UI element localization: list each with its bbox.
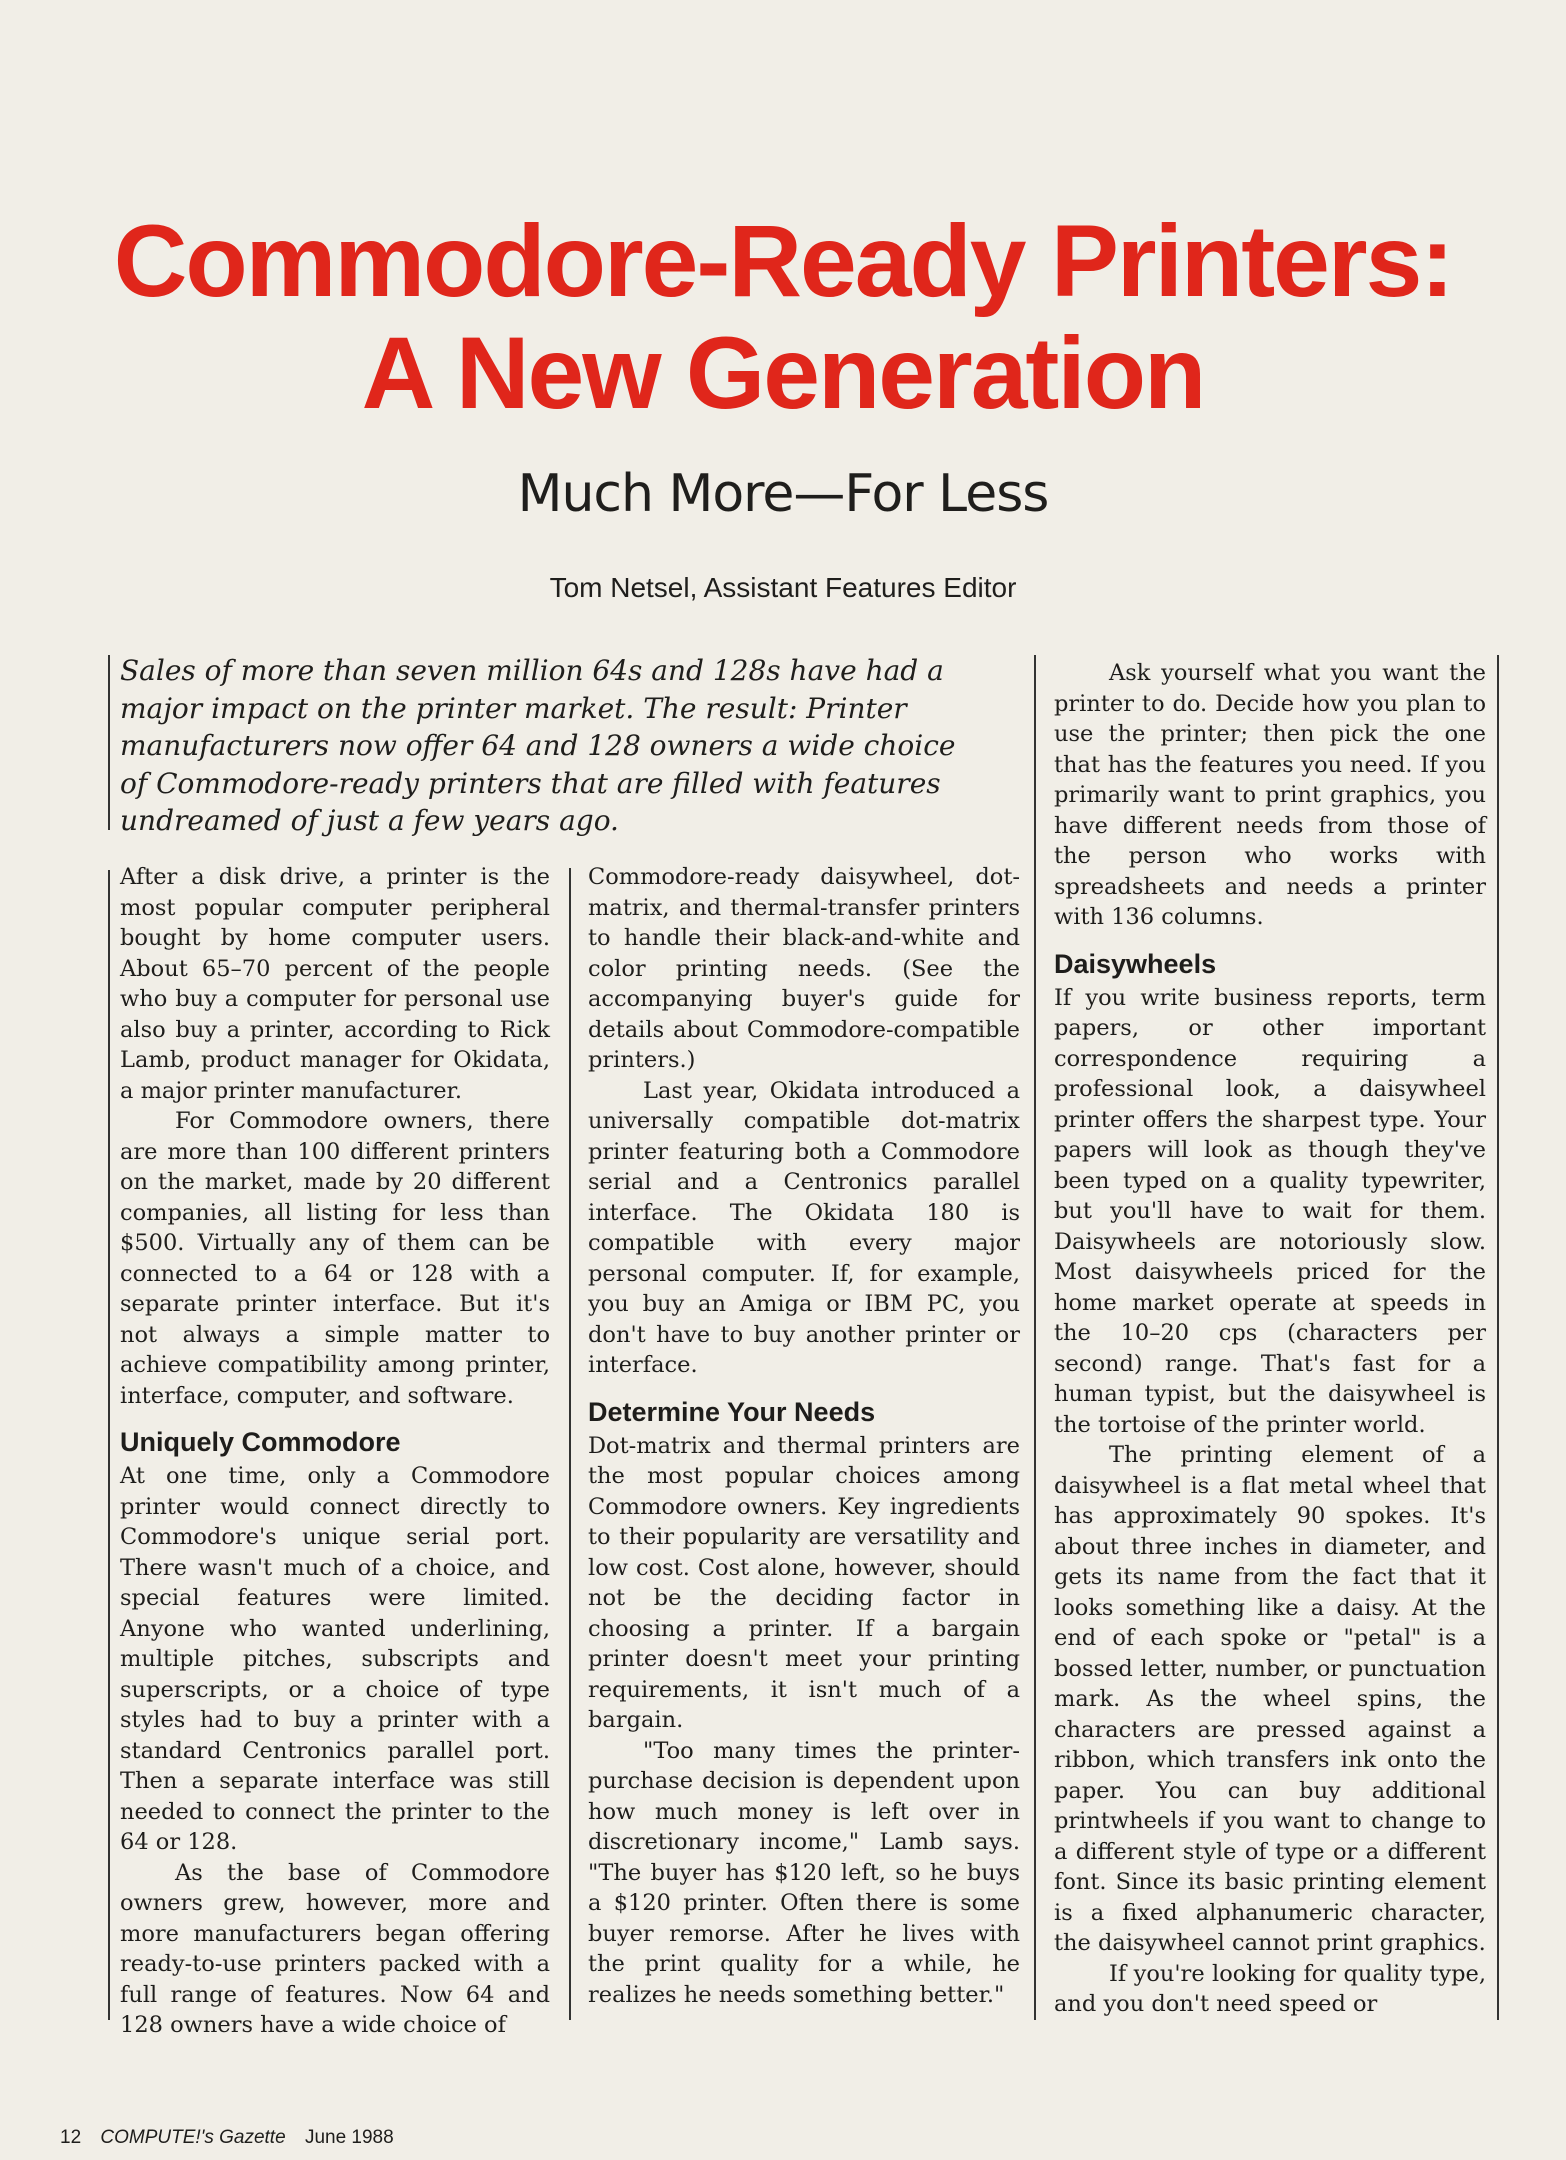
paragraph: Last year, Okidata introduced a universally compatible dot-matrix printer featuring both a Commodore serial and a Centronics parallel interface. The Okidata 180 is compatible with every major personal computer. If, for example, you buy an Amiga or IBM PC, you don't have to buy another printer or interface. <box>588 1077 1020 1378</box>
intro-left-rule <box>108 655 110 830</box>
publication-name: COMPUTE!'s Gazette <box>100 2127 286 2148</box>
section-heading-daisywheels: Daisywheels <box>1054 948 1217 979</box>
paragraph: Commodore-ready daisywheel, dot-matrix, and thermal-transfer printers to handle their black-and-white and color printing needs. (See the accompanying buyer's guide for details about Commodore-compatible printers.) <box>588 864 1020 1073</box>
page-number: 12 <box>60 2127 82 2148</box>
paragraph: After a disk drive, a printer is the most popular computer peripheral bought by home computer users. About 65–70 percent of the people who buy a computer for personal use also buy a printer, according to Rick Lamb, product manager for Okidata, a major printer manufacturer. <box>120 864 550 1104</box>
title-line-1: Commodore-Ready Printers: <box>113 204 1453 318</box>
article-subtitle: Much More—For Less <box>517 464 1049 524</box>
paragraph: As the base of Commodore owners grew, however, more and more manufacturers began offering ready-to-use printers packed with a full range of features. Now 64 and 128 owners have a wide choice of <box>120 1859 550 2038</box>
column-rule-4 <box>1497 655 1499 2020</box>
column-rule-3 <box>1034 655 1036 2020</box>
paragraph: If you're looking for quality type, and you don't need speed or <box>1054 1960 1486 2017</box>
title-line-2: A New Generation <box>361 316 1205 430</box>
column-3 <box>1054 658 1486 2020</box>
issue-date: June 1988 <box>304 2127 394 2148</box>
paragraph: Ask yourself what you want the printer to do. Decide how you plan to use the printer; then pick the one that has the features you need. If you primarily want to print graphics, you have different needs from those of the person who works with spreadsheets and needs a printer with 136 columns. <box>1054 660 1486 930</box>
article-title <box>0 205 1566 429</box>
paragraph: The printing element of a daisywheel is a flat metal wheel that has approximately 90 spokes. It's about three inches in diameter, and gets its name from the fact that it looks something like a daisy. At the end of each spoke or "petal" is a bossed letter, number, or punctuation mark. As the wheel spins, the characters are pressed against a ribbon, which transfers ink onto the paper. You can buy additional printwheels if you want to change to a different style of type or a different font. Since its basic printing element is a fixed alphanumeric character, the daisywheel cannot print graphics. <box>1054 1442 1486 1956</box>
page-footer <box>60 2127 394 2149</box>
column-rule-1 <box>108 870 110 2020</box>
intro-paragraph: Sales of more than seven million 64s and 128s have had a major impact on the printer market. The result: Printer manufacturers now offer 64 and 128 owners a wide choice of Commodore-ready printers that are filled with features undreamed of just a few years ago. <box>120 654 956 837</box>
paragraph: Dot-matrix and thermal printers are the most popular choices among Commodore owners. Key ingredients to their popularity are versatility and low cost. Cost alone, however, should not be the deciding factor in choosing a printer. If a bargain printer doesn't meet your printing requirements, it isn't much of a bargain. <box>588 1432 1020 1733</box>
column-1 <box>120 862 550 2041</box>
paragraph: At one time, only a Commodore printer would connect directly to Commodore's unique serial port. There wasn't much of a choice, and special features were limited. Anyone who wanted underlining, multiple pitches, subscripts and superscripts, or a choice of type styles had to buy a printer with a standard Centronics parallel port. Then a separate interface was still needed to connect the printer to the 64 or 128. <box>120 1463 550 1855</box>
byline: Tom Netsel, Assistant Features Editor <box>549 572 1017 603</box>
column-2 <box>588 862 1020 2010</box>
paragraph: "Too many times the printer-purchase decision is dependent upon how much money is left over in discretionary income," Lamb says. "The buyer has $120 left, so he buys a $120 printer. Often there is some buyer remorse. After he lives with the print quality for a while, he realizes he needs something better." <box>588 1737 1020 2008</box>
section-heading-uniquely-commodore: Uniquely Commodore <box>120 1427 401 1457</box>
section-heading-determine-your-needs: Determine Your Needs <box>588 1396 876 1427</box>
paragraph: If you write business reports, term papers, or other important correspondence requiring a professional look, a daisywheel printer offers the sharpest type. Your papers will look as though they've been typed on a quality typewriter, but you'll have to wait for them. Daisywheels are notoriously slow. Most daisywheels priced for the home market operate at speeds in the 10–20 cps (characters per second) range. That's fast for a human typist, but the daisywheel is the tortoise of the printer world. <box>1054 984 1486 1438</box>
paragraph: For Commodore owners, there are more than 100 different printers on the market, made by 20 different companies, all listing for less than $500. Virtually any of them can be connected to a 64 or 128 with a separate printer interface. But it's not always a simple matter to achieve compatibility among printer, interface, computer, and software. <box>120 1108 550 1409</box>
column-rule-2 <box>569 868 571 2020</box>
